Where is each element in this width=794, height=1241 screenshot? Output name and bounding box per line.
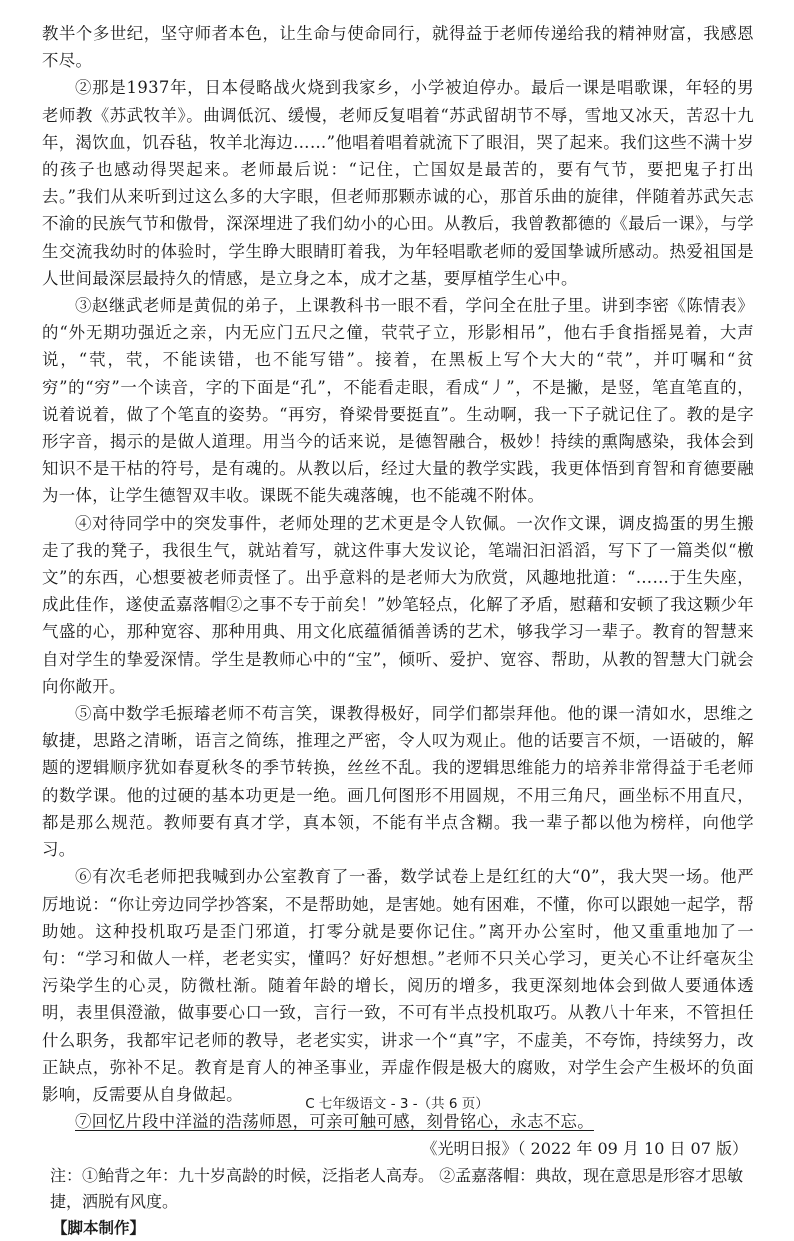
article-source: 《光明日报》（ 2022 年 09 月 10 日 07 版） [421,1139,748,1159]
section-heading: 【脚本制作】 [52,1218,146,1237]
paragraph-7-closing [42,1108,754,1135]
paragraph-6: ⑥有次毛老师把我喊到办公室教育了一番，数学试卷上是红红的大“0”，我大哭一场。他严厉地说：“你让旁边同学抄答案，不是帮助她，是害她。她有困难，不懂，你可以跟她一起学，帮助她。这种投机取巧是歪门邪道，打零分就是要你记住。”离开办公室时，他又重重地加了一句：“学习和做人一样，老老实实，懂吗？好好想想。”老师不只关心学习，更关心不让纤毫灰尘污染学生的心灵，防微杜渐。随着年龄的增长，阅历的增多，我更深刻地体会到做人要通体透明，表里俱澄澈，做事要心口一致，言行一致，不可有半点投机取巧。从教八十年来，不管担任什么职务，我都牢记老师的教导，老老实实，讲求一个“真”字，不虚美，不夸饰，持续努力，改正缺点，弥补不足。教育是育人的神圣事业，弄虚作假是极大的腐败，对学生会产生极坏的负面影响，反需要从自身做起。 [42,867,754,1104]
paragraph-4: ④对待同学中的突发事件，老师处理的艺术更是令人钦佩。一次作文课，调皮捣蛋的男生搬走了我的凳子，我很生气，就站着写，就这件事大发议论，笔端汩汩滔滔，写下了一篇类似“檄文”的东西，心想要被老师责怪了。出乎意料的是老师大为欣赏，风趣地批道：“……于生失座，成此佳作，遂使孟嘉落帽②之事不专于前矣！”妙笔轻点，化解了矛盾，慰藉和安顿了我这颗少年气盛的心，那种宽容、那种用典、用文化底蕴循循善诱的艺术，够我学习一辈子。教育的智慧来自对学生的挚爱深情。学生是教师心中的“宝”，倾听、爱护、宽容、帮助，从教的智慧大门就会向你敞开。 [42,513,754,696]
paragraph-1-continuation: 教半个多世纪，坚守师者本色，让生命与使命同行，就得益于老师传递给我的精神财富，我感恩不尽。 [42,24,754,71]
paragraph-5: ⑤高中数学毛振璿老师不苟言笑，课教得极好，同学们都崇拜他。他的课一清如水，思维之敏捷，思路之清晰，语言之简练，推理之严密，令人叹为观止。他的话要言不烦，一语破的，解题的逻辑顺序犹如春夏秋冬的季节转换，丝丝不乱。我的逻辑思维能力的培养非常得益于毛老师的数学课。他的过硬的基本功更是一绝。画几何图形不用圆规，不用三角尺，画坐标不用直尺，都是那么规范。教师要有真才学，真本领，不能有半点含糊。我一辈子都以他为榜样，向他学习。 [42,704,754,860]
underlined-closing-sentence: ⑦回忆片段中洋溢的浩荡师恩，可亲可触可感，刻骨铭心，永志不忘。 [75,1112,594,1132]
paragraph-3: ③赵继武老师是黄侃的弟子，上课教科书一眼不看，学问全在肚子里。讲到李密《陈情表》的“外无期功强近之亲，内无应门五尺之僮，茕茕孑立，形影相吊”，他右手食指摇晃着，大声说，“茕，茕，不能读错，也不能写错”。接着，在黑板上写个大大的“茕”，并叮嘱和“贫穷”的“穷”一个读音，字的下面是“孔”，不能看走眼，看成“丿”，不是撇，是竖，笔直笔直的，说着说着，做了个笔直的姿势。“再穷，脊梁骨要挺直”。生动啊，我一下子就记住了。教的是字形字音，揭示的是做人道理。用当今的话来说，是德智融合，极妙！持续的熏陶感染，我体会到知识不是干枯的符号，是有魂的。从教以后，经过大量的教学实践，我更体悟到育智和育德要融为一体，让学生德智双丰收。课既不能失魂落魄，也不能魂不附体。 [42,296,754,506]
paragraph-2: ②那是1937年，日本侵略战火烧到我家乡，小学被迫停办。最后一课是唱歌课，年轻的男老师教《苏武牧羊》。曲调低沉、缓慢，老师反复唱着“苏武留胡节不辱，雪地又冰天，苦忍十九年，渴饮血，饥吞毡，牧羊北海边……”他唱着唱着就流下了眼泪，哭了起来。我们这些不满十岁的孩子也感动得哭起来。老师最后说：“记住，亡国奴是最苦的，要有气节，要把鬼子打出去。”我们从来听到过这么多的大字眼，但老师那颗赤诚的心，那首乐曲的旋律，伴随着苏武矢志不渝的民族气节和傲骨，深深埋进了我们幼小的心田。从教后，我曾教都德的《最后一课》，与学生交流我幼时的体验时，学生睁大眼睛盯着我，为年轻唱歌老师的爱国挚诚所感动。热爱祖国是人世间最深层最持久的情感，是立身之本，成才之基，要厚植学生心中。 [42,78,754,288]
footnotes: 注：①鲐背之年：九十岁高龄的时候，泛指老人高寿。 ②孟嘉落帽：典故，现在意思是形容才思敏捷，洒脱有风度。 [50,1165,744,1211]
page-footer: C 七年级语文 - 3 -（共 6 页） [305,1096,489,1112]
